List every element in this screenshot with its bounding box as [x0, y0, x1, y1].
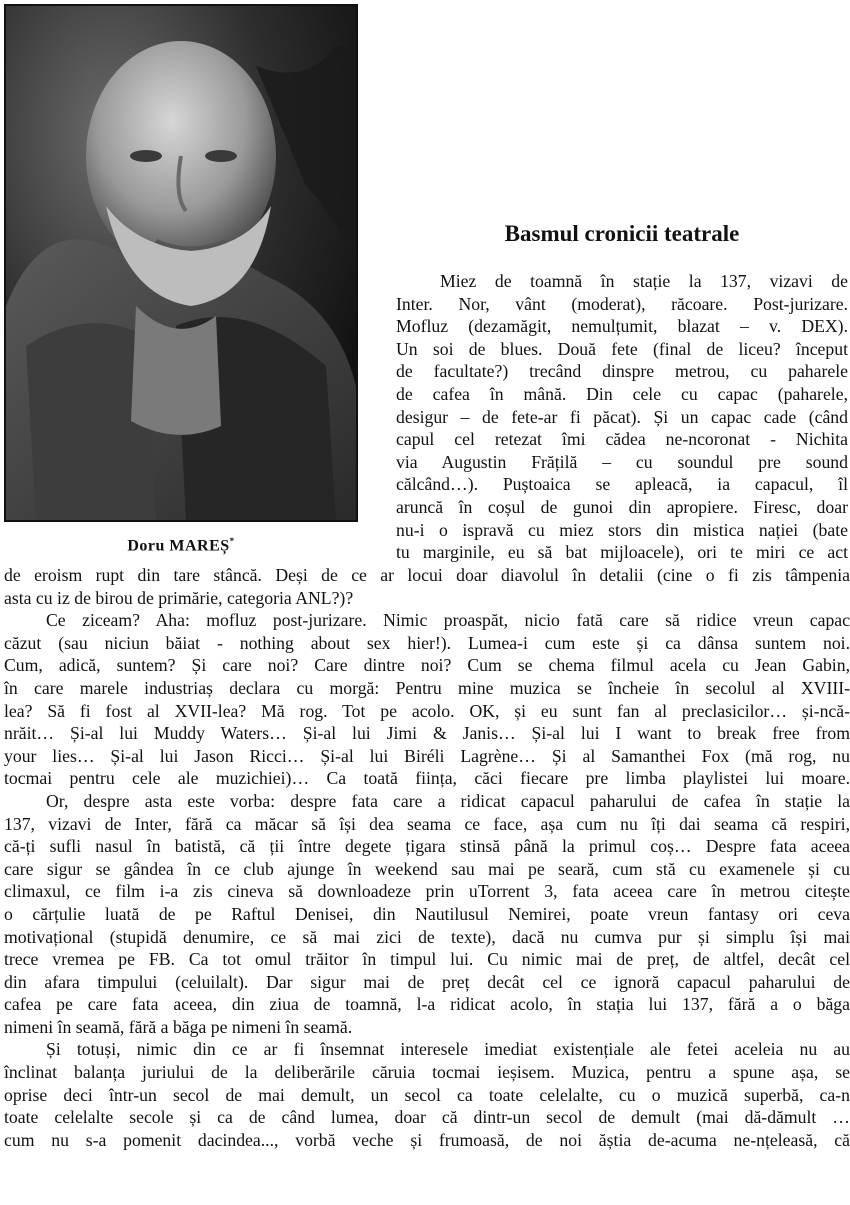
footnote-mark: *	[229, 536, 235, 546]
text-line: your lies… Și-al lui Jason Ricci… Și-al lui Biréli Lagrène… Și al Samanthei Fox (mă rog, nu	[4, 745, 850, 766]
text-line: aruncă în coșul de gunoi din apropiere. Firesc, doar	[396, 496, 848, 517]
text-line: Mofluz (dezamăgit, nemulțumit, blazat – v. DEX).	[396, 316, 848, 337]
text-line: tocmai pentru cele ale muzichiei)… Ca toată ființa, căci fiecare pre limba playlistei lui moare.	[4, 768, 850, 789]
text-line: oprise deci într-un secol de mai demult, un secol ca toate celelalte, cu o muzică superbă, ca-n	[4, 1084, 850, 1105]
text-line: călcând…). Puștoaica se apleacă, ia capacul, îl	[396, 474, 848, 495]
text-line: lea? Să fi fost al XVII-lea? Mă rog. Tot pe acolo. OK, și eu sunt fan al preclasicilor… și-ncă-	[4, 700, 850, 721]
author-name: Doru MAREȘ	[127, 537, 230, 555]
article-column	[396, 270, 848, 564]
text-line: capul cel retezat îmi cădea ne-ncoronat - Nichita	[396, 429, 848, 450]
text-line: trece vremea pe FB. Ca tot omul trăitor în timpul lui. Cu nimic mai de preț, de altfel, decât cel	[4, 949, 850, 970]
text-line: Miez de toamnă în stație la 137, vizavi de	[440, 271, 848, 291]
article-title: Basmul cronicii teatrale	[504, 221, 740, 246]
photo-caption	[4, 536, 358, 555]
paragraph-start: Și totuși, nimic din ce ar fi însemnat interesele imediat existențiale ale fetei aceleia nu au	[46, 1039, 850, 1060]
text-line: Inter. Nor, vânt (moderat), răcoare. Post-jurizare.	[396, 293, 848, 314]
text-line: înclinat balanța juriului de la deliberările căruia tocmai ieșisem. Muzica, pentru a spune așa, se	[4, 1062, 850, 1083]
text-line: cafea pe care fata aceea, din ziua de toamnă, l-a ridicat acolo, în stația lui 137, fără a o băga	[4, 994, 850, 1015]
text-line: care sigur se gândea în ce club ajunge în weekend sau mai pe seară, cum stă cu examenele și cu	[4, 858, 850, 879]
text-line: căzut (sau niciun băiat - nothing about sex hier!). Lumea-i cum este și ca dânsa suntem noi.	[4, 632, 850, 653]
text-line: de eroism rupt din tare stâncă. Deși de ce ar locui doar diavolul în detalii (cine o fi zis tâmpenia	[4, 565, 850, 585]
text-line: Cum, adică, suntem? Și care noi? Care dintre noi? Cum se chema filmul acela cu Jean Gabin,	[4, 655, 850, 676]
text-line: nimeni în seamă, fără a băga pe nimeni în seamă.	[4, 1016, 353, 1037]
portrait-image	[6, 6, 356, 520]
text-line: de facultate?) trecând dinspre metrou, cu paharele	[396, 361, 848, 382]
text-line: nu-i o ispravă cu miez stors din mistica nației (bate	[396, 519, 848, 540]
text-line: motivațional (stupidă denumire, ce să mai zici de texte), dacă nu cumva pur și simplu își mai	[4, 926, 850, 947]
text-line: din afara timpului (celuilalt). Dar sigur mai de preț decât cel ce ignoră capacul paharului de	[4, 971, 850, 992]
text-line: în care marele industriaș declara cu morgă: Pentru mine muzica se încheie în secolul al XVIII-	[4, 677, 850, 698]
text-line: Un soi de blues. Două fete (final de liceu? început	[396, 338, 848, 359]
text-line: toate celelalte secole și ca de când lumea, doar că dintr-un secol de demult (mai dă-dămult …	[4, 1107, 850, 1128]
text-line: nrăit… Și-al lui Muddy Waters… Și-al lui Jimi & Janis… Și-al lui I want to break free from	[4, 723, 850, 744]
text-line: via Augustin Frățilă – cu soundul pre sound	[396, 451, 848, 472]
text-line: de cafea în mână. Din cele cu capac (paharele,	[396, 383, 848, 404]
text-line: asta cu iz de birou de primărie, categoria ANL?)?	[4, 587, 354, 608]
text-line: climaxul, ce film i-a zis cineva să downloadeze prin uTorrent 3, fata aceea care în metrou citește	[4, 881, 850, 902]
text-line: că-ți sufli nasul în batistă, că ții între degete țigara stinsă până la primul coș… Despre fata aceea	[4, 836, 850, 857]
text-line: desigur – de fete-ar fi păcat). Și un capac cade (când	[396, 406, 848, 427]
article-body	[4, 564, 850, 1151]
paragraph-start: Ce ziceam? Aha: mofluz post-jurizare. Nimic proaspăt, nicio fată care să ridice vreun capac	[46, 610, 850, 631]
text-line: cum nu s-a pomenit dacindea..., vorbă veche și frumoasă, de noi ăștia de-acuma ne-nțeleasă, că	[4, 1129, 850, 1150]
text-line: o cărțulie luată de pe Raftul Denisei, din Nautilusul Nemirei, poate vreun fantasy ori ceva	[4, 903, 850, 924]
text-line: 137, vizavi de Inter, fără ca măcar să își dea seama ce face, așa cum nu îți dai seama că respiri,	[4, 813, 850, 834]
author-photo	[4, 4, 358, 522]
paragraph-start: Or, despre asta este vorba: despre fata care a ridicat capacul paharului de cafea în stație la	[46, 790, 850, 811]
text-line: tu marginile, eu să bat mijloacele), ori te miri ce act	[396, 542, 848, 563]
